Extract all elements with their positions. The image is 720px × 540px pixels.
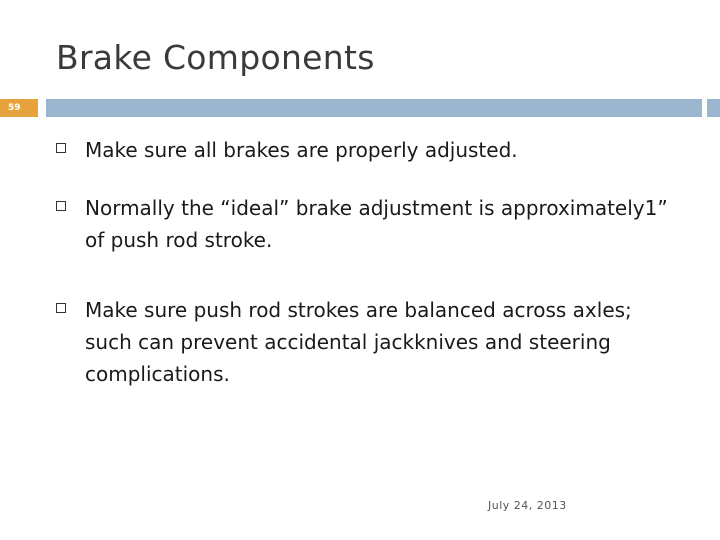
bullet-text: Make sure push rod strokes are balanced across axles; such can prevent accidental jackknives and steering complications.	[85, 298, 632, 386]
bullet-item	[56, 192, 676, 256]
footer-date: July 24, 2013	[488, 499, 567, 512]
bullet-text: Make sure all brakes are properly adjusted.	[85, 138, 518, 162]
empty-square-bullet-icon	[56, 143, 66, 153]
empty-square-bullet-icon	[56, 201, 66, 211]
slide-number: 59	[0, 99, 38, 117]
bullet-item	[56, 294, 676, 390]
title-rule	[46, 99, 702, 117]
title-rule-end	[707, 99, 720, 117]
bullet-item	[56, 134, 676, 166]
slide-title: Brake Components	[56, 38, 375, 77]
bullet-text: Normally the “ideal” brake adjustment is approximately1” of push rod stroke.	[85, 196, 668, 252]
bullet-list	[56, 134, 676, 390]
empty-square-bullet-icon	[56, 303, 66, 313]
